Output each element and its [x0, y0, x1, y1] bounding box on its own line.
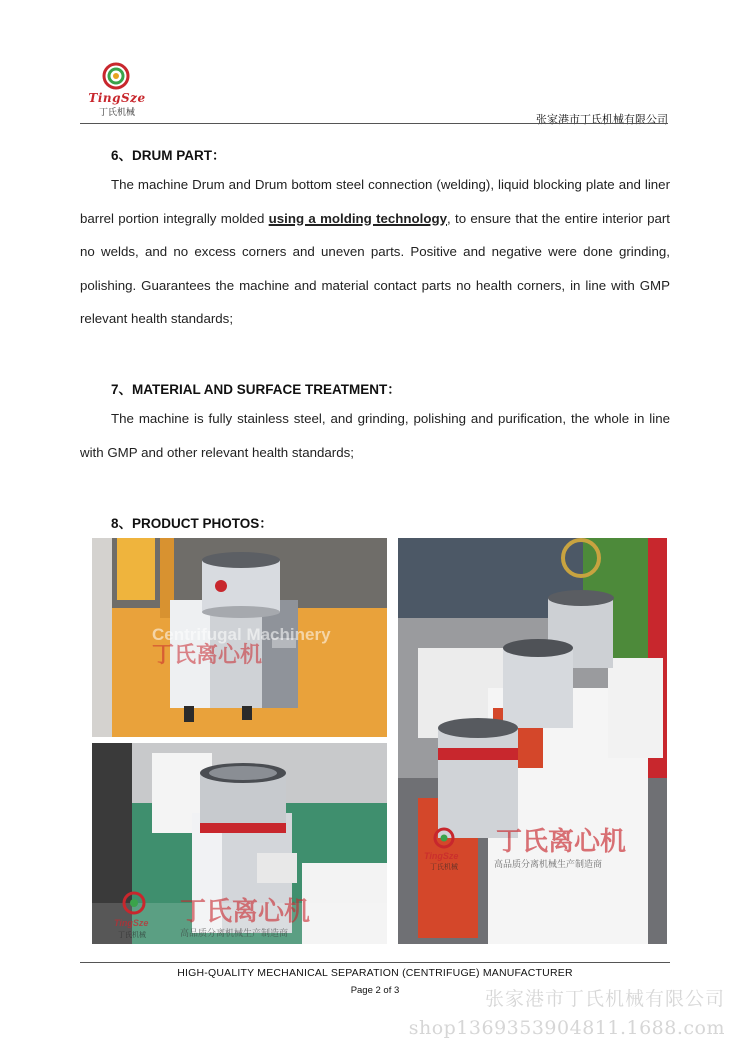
footer-title: HIGH-QUALITY MECHANICAL SEPARATION (CENTRIFUGE) MANUFACTURER	[177, 967, 573, 979]
drum-text-1: The machine Drum and Drum bottom steel connection (welding), liquid blocking plate and liner barrel portion integrally molded	[80, 177, 670, 226]
watermark-logo-text-2: TingSze	[114, 918, 149, 928]
header-divider	[80, 123, 668, 124]
section-body-drum	[80, 168, 670, 336]
watermark-logo-sub-3: 丁氏机械	[430, 864, 458, 871]
page-number: Page 2 of 3	[350, 985, 400, 996]
drum-emphasis: using a molding technology	[268, 210, 448, 226]
watermark-logo-sub-2: 丁氏机械	[118, 932, 146, 939]
drum-text-2: , to ensure that the entire interior part no welds, and no excess corners and uneven parts. Positive and negative were done grinding, polishing. Guarantees the machine and material contact parts no health corners, in line with GMP relevant health standards;	[80, 210, 670, 326]
watermark-tag-2: 高品质分离机械生产制造商	[180, 928, 289, 938]
watermark-cn-3: 丁氏离心机	[496, 826, 627, 856]
product-photo-3	[398, 538, 667, 944]
footer-divider	[80, 962, 670, 963]
watermark-tag-3: 高品质分离机械生产制造商	[494, 859, 603, 869]
section-body-material: The machine is fully stainless steel, and grinding, polishing and purification, the whole in line with GMP and other relevant health standards;	[80, 411, 670, 460]
watermark-cn-1: 丁氏离心机	[152, 642, 263, 667]
watermark-logo-text-3: TingSze	[424, 851, 459, 861]
watermark-cn-2: 丁氏离心机	[180, 896, 311, 926]
product-photo-1	[92, 538, 387, 737]
logo-text: TingSze	[88, 91, 146, 105]
company-logo	[82, 60, 152, 120]
watermark-en-1: Centrifugal Machinery	[152, 625, 331, 644]
company-name: 张家港市丁氏机械有限公司	[536, 114, 668, 126]
section-heading-material: 7、MATERIAL AND SURFACE TREATMENT：	[111, 382, 401, 397]
section-heading-drum: 6、DRUM PART：	[111, 148, 226, 163]
shop-watermark-cn: 张家港市丁氏机械有限公司	[484, 989, 725, 1010]
section-heading-photos: 8、PRODUCT PHOTOS：	[111, 516, 273, 531]
logo-subtext: 丁氏机械	[98, 107, 135, 117]
product-photo-2	[92, 743, 387, 944]
logo-swirl-icon	[102, 62, 130, 90]
shop-watermark-url: shop1369353904811.1688.com	[408, 1017, 725, 1039]
